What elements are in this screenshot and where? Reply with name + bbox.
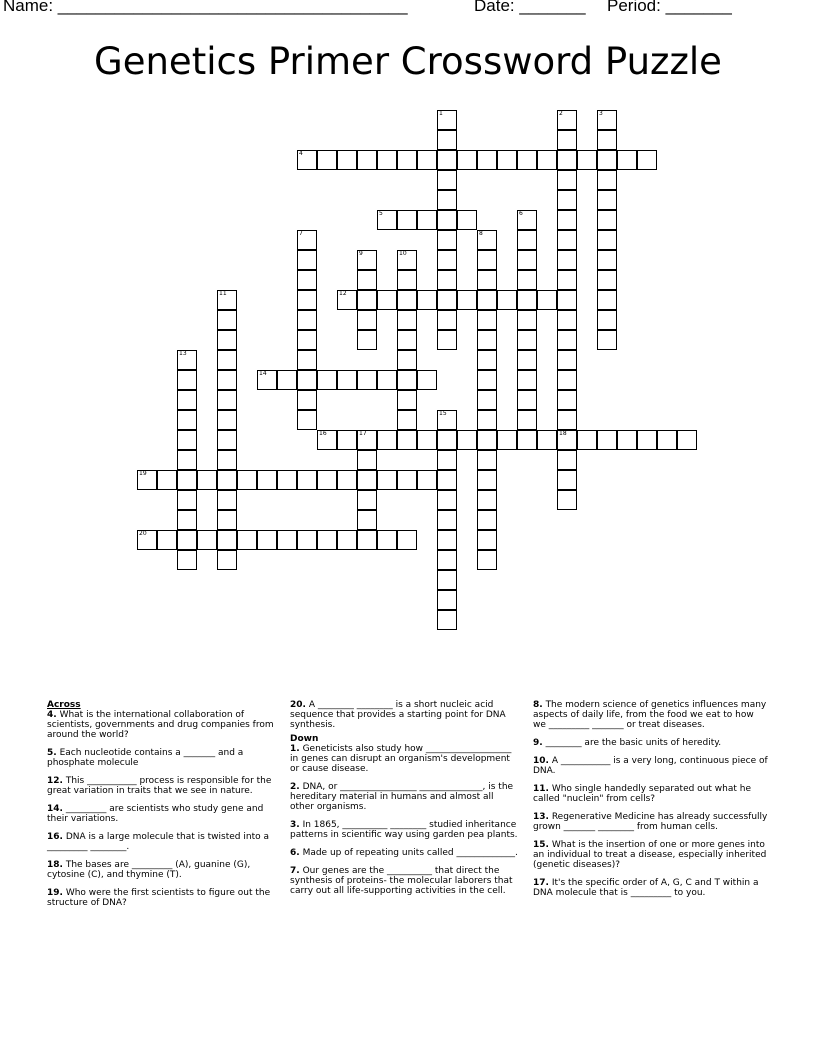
period-field[interactable]: Period: _______: [607, 0, 732, 15]
crossword-cell[interactable]: [517, 330, 537, 350]
crossword-cell[interactable]: [517, 390, 537, 410]
crossword-cell[interactable]: [397, 150, 417, 170]
crossword-cell[interactable]: [217, 470, 237, 490]
down-header: Down: [290, 734, 319, 744]
crossword-cell[interactable]: [177, 450, 197, 470]
clue-across-14: 14. _________ are scientists who study gene and their variations.: [47, 804, 264, 824]
crossword-cell[interactable]: [557, 190, 577, 210]
crossword-cell[interactable]: [477, 310, 497, 330]
cell-number: 20: [139, 530, 147, 537]
crossword-cell[interactable]: [437, 110, 457, 130]
crossword-cell[interactable]: [557, 170, 577, 190]
crossword-cell[interactable]: [597, 210, 617, 230]
crossword-cell[interactable]: [417, 470, 437, 490]
crossword-cell[interactable]: [417, 150, 437, 170]
crossword-cell[interactable]: [317, 150, 337, 170]
crossword-cell[interactable]: [217, 530, 237, 550]
crossword-cell[interactable]: [177, 430, 197, 450]
crossword-cell[interactable]: [397, 310, 417, 330]
crossword-cell[interactable]: [357, 290, 377, 310]
crossword-cell[interactable]: [397, 250, 417, 270]
crossword-cell[interactable]: [397, 270, 417, 290]
crossword-cell[interactable]: [357, 310, 377, 330]
crossword-cell[interactable]: [197, 530, 217, 550]
crossword-cell[interactable]: [477, 270, 497, 290]
cell-number: 17: [359, 430, 367, 437]
crossword-cell[interactable]: [597, 110, 617, 130]
crossword-cell[interactable]: [557, 370, 577, 390]
crossword-cell[interactable]: [357, 330, 377, 350]
crossword-cell[interactable]: [397, 370, 417, 390]
crossword-cell[interactable]: [217, 330, 237, 350]
crossword-cell[interactable]: [597, 150, 617, 170]
crossword-cell[interactable]: [217, 370, 237, 390]
crossword-cell[interactable]: [557, 390, 577, 410]
across-header: Across: [47, 700, 81, 710]
crossword-cell[interactable]: [217, 430, 237, 450]
crossword-cell[interactable]: [577, 150, 597, 170]
crossword-cell[interactable]: [437, 330, 457, 350]
crossword-cell[interactable]: [377, 470, 397, 490]
clue-down-6: 6. Made up of repeating units called _____________.: [290, 848, 518, 858]
crossword-cell[interactable]: [377, 430, 397, 450]
crossword-cell[interactable]: [177, 350, 197, 370]
crossword-cell[interactable]: [357, 270, 377, 290]
cell-number: 7: [299, 230, 303, 237]
clue-down-8: 8. The modern science of genetics influences many aspects of daily life, from the food we eat to how we _________ _______ or treat diseases.: [533, 700, 767, 730]
crossword-cell[interactable]: [197, 470, 217, 490]
crossword-cell[interactable]: [497, 430, 517, 450]
crossword-cell[interactable]: [337, 370, 357, 390]
crossword-cell[interactable]: [557, 330, 577, 350]
crossword-cell[interactable]: [477, 490, 497, 510]
cell-number: 6: [519, 210, 523, 217]
crossword-cell[interactable]: [517, 210, 537, 230]
crossword-cell[interactable]: [537, 430, 557, 450]
crossword-cell[interactable]: [217, 410, 237, 430]
clue-down-1: 1. Geneticists also study how ___________________ in genes can disrupt an organism's development or cause disease.: [290, 744, 512, 774]
crossword-cell[interactable]: [637, 430, 657, 450]
crossword-cell[interactable]: [357, 510, 377, 530]
crossword-cell[interactable]: [437, 470, 457, 490]
crossword-cell[interactable]: [377, 370, 397, 390]
cell-number: 18: [559, 430, 567, 437]
crossword-cell[interactable]: [397, 530, 417, 550]
crossword-cell[interactable]: [477, 410, 497, 430]
crossword-cell[interactable]: [517, 270, 537, 290]
crossword-cell[interactable]: [437, 210, 457, 230]
crossword-cell[interactable]: [557, 410, 577, 430]
crossword-cell[interactable]: [577, 430, 597, 450]
crossword-cell[interactable]: [517, 370, 537, 390]
crossword-cell[interactable]: [517, 410, 537, 430]
cell-number: 15: [439, 410, 447, 417]
crossword-cell[interactable]: [557, 290, 577, 310]
crossword-cell[interactable]: [137, 530, 157, 550]
crossword-cell[interactable]: [297, 410, 317, 430]
crossword-cell[interactable]: [417, 370, 437, 390]
crossword-cell[interactable]: [277, 530, 297, 550]
crossword-cell[interactable]: [297, 250, 317, 270]
crossword-cell[interactable]: [597, 230, 617, 250]
clue-across-19: 19. Who were the first scientists to figure out the structure of DNA?: [47, 888, 271, 908]
crossword-cell[interactable]: [337, 150, 357, 170]
crossword-cell[interactable]: [297, 390, 317, 410]
clues-column-2: [290, 700, 520, 904]
crossword-cell[interactable]: [557, 430, 577, 450]
crossword-cell[interactable]: [477, 510, 497, 530]
crossword-cell[interactable]: [337, 290, 357, 310]
clue-across-12: 12. This ___________ process is responsible for the great variation in traits that we see in nature.: [47, 776, 272, 796]
cell-number: 12: [339, 290, 347, 297]
crossword-cell[interactable]: [557, 490, 577, 510]
crossword-cell[interactable]: [357, 430, 377, 450]
crossword-cell[interactable]: [237, 530, 257, 550]
cell-number: 1: [439, 110, 443, 117]
crossword-cell[interactable]: [397, 350, 417, 370]
crossword-cell[interactable]: [517, 350, 537, 370]
crossword-cell[interactable]: [137, 470, 157, 490]
crossword-cell[interactable]: [277, 370, 297, 390]
crossword-cell[interactable]: [437, 190, 457, 210]
crossword-cell[interactable]: [557, 310, 577, 330]
cell-number: 4: [299, 150, 303, 157]
crossword-cell[interactable]: [557, 210, 577, 230]
crossword-cell[interactable]: [637, 150, 657, 170]
crossword-cell[interactable]: [437, 570, 457, 590]
crossword-cell[interactable]: [437, 610, 457, 630]
crossword-cell[interactable]: [517, 290, 537, 310]
page-title: Genetics Primer Crossword Puzzle: [94, 40, 722, 83]
crossword-cell[interactable]: [177, 510, 197, 530]
crossword-cell[interactable]: [437, 550, 457, 570]
crossword-cell[interactable]: [437, 490, 457, 510]
crossword-cell[interactable]: [597, 250, 617, 270]
crossword-cell[interactable]: [357, 250, 377, 270]
clue-down-2: 2. DNA, or _________________ ______________, is the hereditary material in humans and almost all other organisms.: [290, 782, 514, 812]
crossword-cell[interactable]: [457, 210, 477, 230]
crossword-cell[interactable]: [477, 430, 497, 450]
crossword-cell[interactable]: [397, 410, 417, 430]
crossword-cell[interactable]: [457, 430, 477, 450]
crossword-cell[interactable]: [557, 250, 577, 270]
crossword-cell[interactable]: [397, 390, 417, 410]
crossword-cell[interactable]: [357, 530, 377, 550]
crossword-cell[interactable]: [297, 310, 317, 330]
crossword-cell[interactable]: [317, 530, 337, 550]
clue-down-3: 3. In 1865, __________ ________ studied inheritance patterns in scientific way using garden pea plants.: [290, 820, 518, 840]
crossword-cell[interactable]: [177, 490, 197, 510]
crossword-cell[interactable]: [597, 190, 617, 210]
crossword-cell[interactable]: [217, 450, 237, 470]
crossword-cell[interactable]: [217, 510, 237, 530]
crossword-cell[interactable]: [557, 450, 577, 470]
clues-column-1: [47, 700, 277, 916]
crossword-cell[interactable]: [477, 230, 497, 250]
crossword-cell[interactable]: [217, 490, 237, 510]
crossword-cell[interactable]: [557, 270, 577, 290]
crossword-cell[interactable]: [397, 330, 417, 350]
crossword-cell[interactable]: [597, 330, 617, 350]
cell-number: 19: [139, 470, 147, 477]
crossword-cell[interactable]: [357, 490, 377, 510]
crossword-cell[interactable]: [297, 370, 317, 390]
crossword-cell[interactable]: [437, 450, 457, 470]
crossword-cell[interactable]: [557, 230, 577, 250]
crossword-cell[interactable]: [357, 370, 377, 390]
crossword-cell[interactable]: [437, 430, 457, 450]
crossword-cell[interactable]: [357, 470, 377, 490]
crossword-cell[interactable]: [237, 470, 257, 490]
clues-column-3: [533, 700, 768, 906]
crossword-cell[interactable]: [437, 510, 457, 530]
crossword-cell[interactable]: [337, 430, 357, 450]
crossword-cell[interactable]: [557, 350, 577, 370]
crossword-cell[interactable]: [417, 290, 437, 310]
crossword-cell[interactable]: [557, 130, 577, 150]
crossword-cell[interactable]: [457, 290, 477, 310]
crossword-cell[interactable]: [297, 350, 317, 370]
crossword-cell[interactable]: [377, 150, 397, 170]
crossword-cell[interactable]: [177, 530, 197, 550]
crossword-cell[interactable]: [437, 530, 457, 550]
crossword-cell[interactable]: [477, 450, 497, 470]
crossword-cell[interactable]: [597, 290, 617, 310]
cell-number: 10: [399, 250, 407, 257]
crossword-cell[interactable]: [537, 150, 557, 170]
crossword-cell[interactable]: [557, 470, 577, 490]
crossword-cell[interactable]: [257, 470, 277, 490]
crossword-cell[interactable]: [397, 290, 417, 310]
clue-down-7: 7. Our genes are the __________ that direct the synthesis of proteins- the molecular laborers that carry out all life-supporting activities in the cell.: [290, 866, 513, 896]
crossword-cell[interactable]: [617, 430, 637, 450]
cell-number: 13: [179, 350, 187, 357]
crossword-cell[interactable]: [597, 170, 617, 190]
crossword-cell[interactable]: [377, 530, 397, 550]
crossword-cell[interactable]: [357, 150, 377, 170]
crossword-cell[interactable]: [477, 250, 497, 270]
crossword-cell[interactable]: [437, 130, 457, 150]
crossword-cell[interactable]: [557, 110, 577, 130]
crossword-cell[interactable]: [677, 430, 697, 450]
crossword-cell[interactable]: [317, 430, 337, 450]
crossword-cell[interactable]: [437, 590, 457, 610]
cell-number: 9: [359, 250, 363, 257]
crossword-cell[interactable]: [177, 390, 197, 410]
clue-across-16: 16. DNA is a large molecule that is twisted into a _________ ________.: [47, 832, 269, 852]
crossword-cell[interactable]: [397, 430, 417, 450]
crossword-cell[interactable]: [657, 430, 677, 450]
crossword-cell[interactable]: [297, 150, 317, 170]
crossword-cell[interactable]: [517, 310, 537, 330]
crossword-cell[interactable]: [557, 150, 577, 170]
crossword-cell[interactable]: [617, 150, 637, 170]
crossword-cell[interactable]: [297, 470, 317, 490]
crossword-cell[interactable]: [477, 350, 497, 370]
crossword-cell[interactable]: [517, 150, 537, 170]
cell-number: 14: [259, 370, 267, 377]
crossword-cell[interactable]: [477, 150, 497, 170]
crossword-cell[interactable]: [377, 210, 397, 230]
crossword-cell[interactable]: [517, 250, 537, 270]
crossword-cell[interactable]: [297, 330, 317, 350]
crossword-cell[interactable]: [177, 370, 197, 390]
crossword-cell[interactable]: [477, 550, 497, 570]
clue-down-9: 9. ________ are the basic units of heredity.: [533, 738, 722, 748]
clue-down-13: 13. Regenerative Medicine has already successfully grown _______ ________ from human cells.: [533, 812, 768, 832]
crossword-cell[interactable]: [457, 150, 477, 170]
crossword-cell[interactable]: [297, 230, 317, 250]
crossword-cell[interactable]: [217, 390, 237, 410]
crossword-cell[interactable]: [597, 270, 617, 290]
cell-number: 3: [599, 110, 603, 117]
crossword-cell[interactable]: [337, 470, 357, 490]
crossword-cell[interactable]: [257, 530, 277, 550]
crossword-cell[interactable]: [497, 290, 517, 310]
crossword-cell[interactable]: [437, 410, 457, 430]
crossword-cell[interactable]: [417, 210, 437, 230]
crossword-cell[interactable]: [217, 350, 237, 370]
crossword-cell[interactable]: [297, 270, 317, 290]
clue-across-5: 5. Each nucleotide contains a _______ and a phosphate molecule: [47, 748, 244, 768]
crossword-cell[interactable]: [517, 230, 537, 250]
crossword-cell[interactable]: [437, 230, 457, 250]
crossword-cell[interactable]: [437, 250, 457, 270]
cell-number: 8: [479, 230, 483, 237]
crossword-cell[interactable]: [417, 430, 437, 450]
clue-down-11: 11. Who single handedly separated out what he called "nuclein" from cells?: [533, 784, 751, 804]
name-field[interactable]: Name: _____________________________________: [3, 0, 408, 15]
crossword-cell[interactable]: [217, 290, 237, 310]
crossword-cell[interactable]: [477, 470, 497, 490]
crossword-cell[interactable]: [477, 530, 497, 550]
crossword-cell[interactable]: [477, 390, 497, 410]
crossword-cell[interactable]: [157, 530, 177, 550]
clue-down-10: 10. A ___________ is a very long, continuous piece of DNA.: [533, 756, 768, 776]
crossword-cell[interactable]: [177, 550, 197, 570]
crossword-cell[interactable]: [217, 310, 237, 330]
crossword-cell[interactable]: [317, 470, 337, 490]
crossword-cell[interactable]: [397, 210, 417, 230]
cell-number: 16: [319, 430, 327, 437]
cell-number: 2: [559, 110, 563, 117]
crossword-cell[interactable]: [477, 330, 497, 350]
crossword-cell[interactable]: [437, 310, 457, 330]
cell-number: 11: [219, 290, 227, 297]
crossword-cell[interactable]: [177, 410, 197, 430]
crossword-cell[interactable]: [177, 470, 197, 490]
clue-across-18: 18. The bases are _________ (A), guanine (G), cytosine (C), and thymine (T).: [47, 860, 251, 880]
crossword-cell[interactable]: [257, 370, 277, 390]
crossword-cell[interactable]: [397, 470, 417, 490]
clue-across-20: 20. A ________ ________ is a short nucleic acid sequence that provides a starting point for DNA synthesis.: [290, 700, 506, 730]
crossword-cell[interactable]: [597, 310, 617, 330]
date-field[interactable]: Date: _______: [474, 0, 586, 15]
crossword-cell[interactable]: [537, 290, 557, 310]
crossword-cell[interactable]: [277, 470, 297, 490]
clue-across-4: 4. What is the international collaboration of scientists, governments and drug companies from around the world?: [47, 710, 274, 740]
crossword-cell[interactable]: [597, 130, 617, 150]
crossword-cell[interactable]: [437, 290, 457, 310]
crossword-cell[interactable]: [437, 170, 457, 190]
crossword-cell[interactable]: [337, 530, 357, 550]
crossword-cell[interactable]: [497, 150, 517, 170]
crossword-cell[interactable]: [297, 290, 317, 310]
crossword-cell[interactable]: [317, 370, 337, 390]
cell-number: 5: [379, 210, 383, 217]
crossword-cell[interactable]: [437, 270, 457, 290]
crossword-cell[interactable]: [157, 470, 177, 490]
crossword-cell[interactable]: [357, 450, 377, 470]
crossword-cell[interactable]: [437, 150, 457, 170]
crossword-cell[interactable]: [477, 370, 497, 390]
crossword-cell[interactable]: [517, 430, 537, 450]
crossword-cell[interactable]: [377, 290, 397, 310]
crossword-cell[interactable]: [597, 430, 617, 450]
crossword-cell[interactable]: [297, 530, 317, 550]
clue-down-15: 15. What is the insertion of one or more genes into an individual to treat a disease, especially inherited (genetic diseases)?: [533, 840, 767, 870]
crossword-cell[interactable]: [217, 550, 237, 570]
crossword-cell[interactable]: [477, 290, 497, 310]
clue-down-17: 17. It's the specific order of A, G, C and T within a DNA molecule that is _________ to you.: [533, 878, 759, 898]
